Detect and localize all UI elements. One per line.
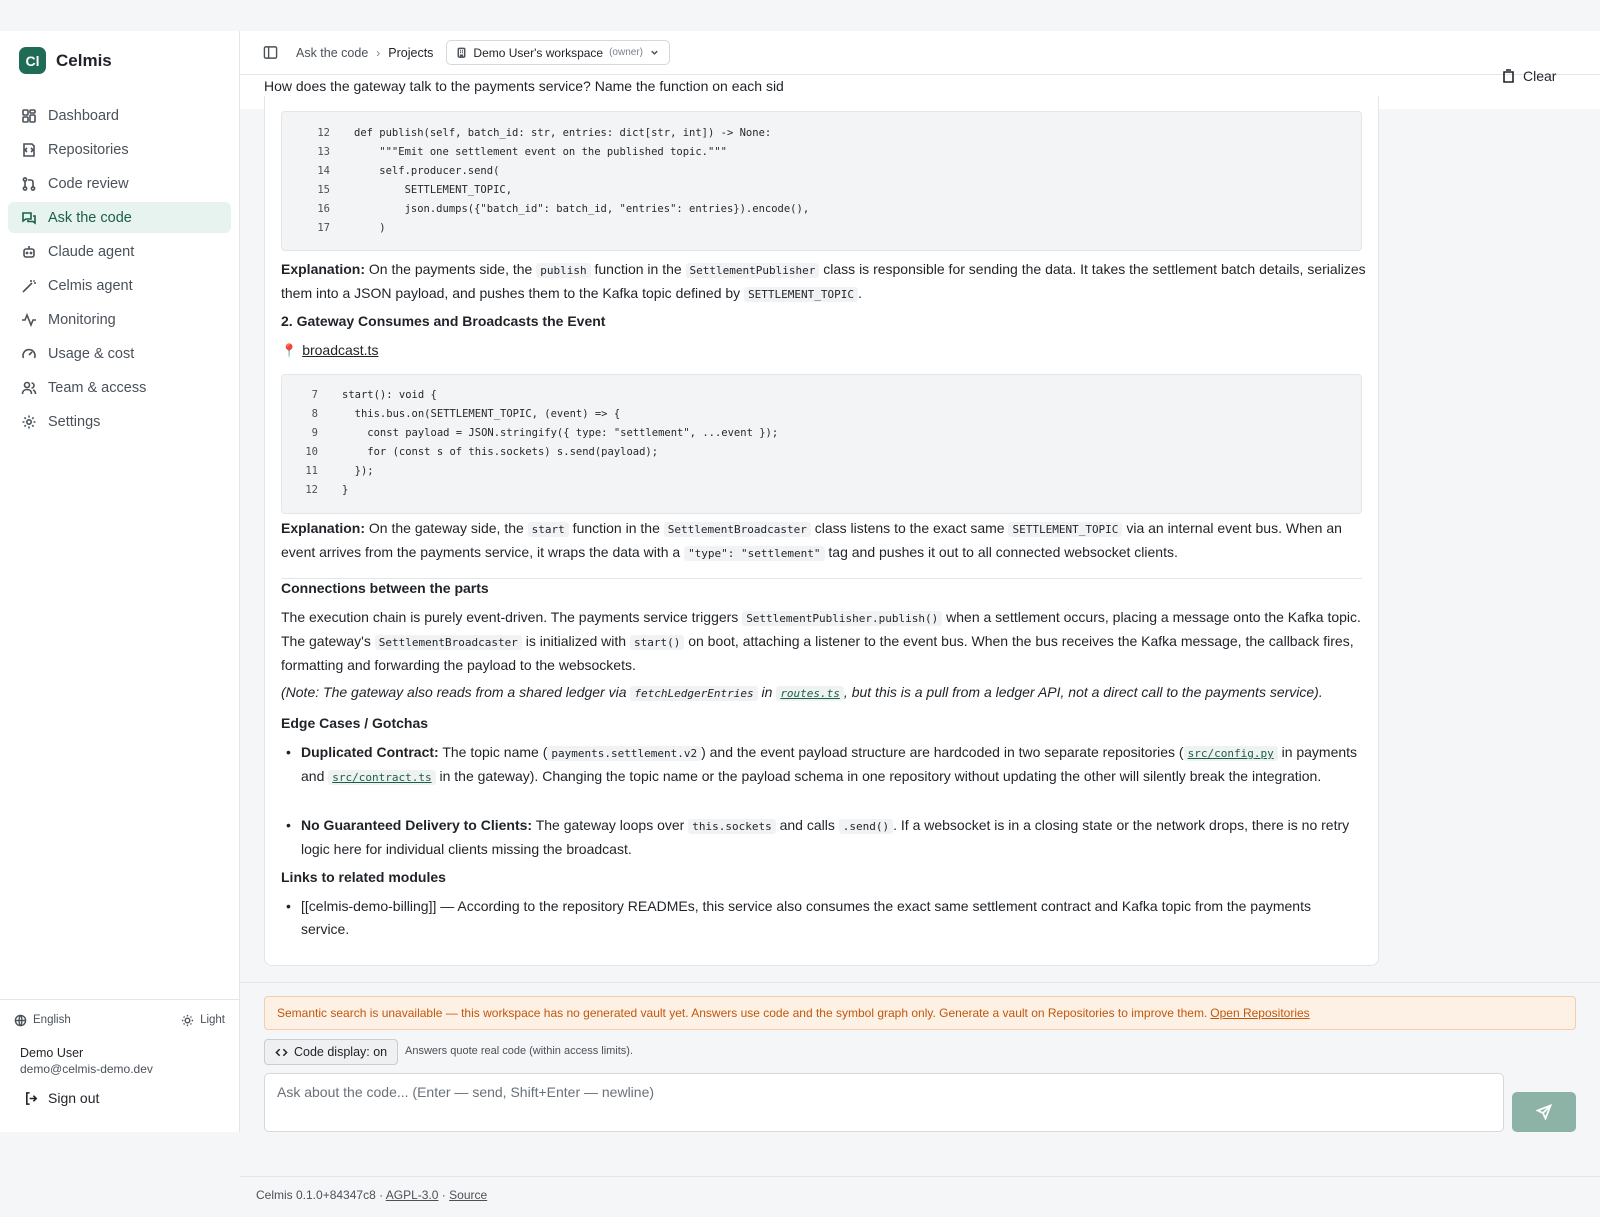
connections-paragraph [281,606,1371,677]
inline-code: start [528,522,569,537]
sidebar-item-monitoring[interactable] [8,304,231,335]
gauge-icon [21,346,37,362]
code-line [282,424,1361,443]
warning-text: Semantic search is unavailable — this workspace has no generated vault yet. Answers use code and the symbol graph only. Generate a vault on Repositories to improve them. [277,1006,1208,1020]
line-number: 11 [305,465,318,477]
file-link-config[interactable]: src/config.py [1184,746,1278,761]
text: is initialized with [521,633,630,649]
list-item [301,814,1361,861]
footer-divider [240,1176,1600,1177]
sidebar-item-label: Code review [48,175,129,192]
sidebar-item-code-review[interactable] [8,168,231,199]
git-pull-request-icon [21,176,37,192]
clear-button[interactable] [1502,68,1556,84]
inline-code: SettlementPublisher.publish() [742,611,942,626]
bullet-label: No Guaranteed Delivery to Clients: [301,817,533,833]
file-link-routes[interactable]: routes.ts [776,686,844,701]
line-number: 7 [311,389,318,401]
text: in [757,684,777,700]
text: On the payments side, the [365,261,537,277]
workspace-role: (owner) [609,47,643,58]
text: The topic name ( [438,744,548,760]
sidebar-item-team-access[interactable] [8,372,231,403]
users-icon [21,380,37,396]
code-line [282,143,1361,162]
section-heading: 2. Gateway Consumes and Broadcasts the Event [281,313,606,329]
explanation-label: Explanation: [281,520,366,536]
clear-label: Clear [1523,68,1557,84]
log-out-icon [24,1091,39,1106]
text: and calls [775,817,839,833]
line-number: 16 [317,203,330,215]
inline-code: SETTLEMENT_TOPIC [744,287,858,302]
footer-separator: · [438,1188,450,1202]
text: in the gateway). Changing the topic name or the payload schema in one repository without updating the other will silently break the integration. [435,768,1322,784]
text: On the gateway side, the [365,520,528,536]
code-line [282,162,1361,181]
inline-code: SettlementBroadcaster [375,635,522,650]
composer-divider [240,982,1600,983]
semantic-search-warning [264,996,1576,1030]
activity-icon [21,312,37,328]
sidebar-item-label: Team & access [48,379,147,396]
sidebar-item-usage-cost[interactable] [8,338,231,369]
inline-code: SETTLEMENT_TOPIC [1008,522,1122,537]
sidebar-item-label: Repositories [48,141,129,158]
gear-icon [21,414,37,430]
trash-icon [1502,69,1515,83]
file-link-broadcast[interactable]: broadcast.ts [302,342,379,358]
code-text: self.producer.send( [354,165,500,177]
repo-icon [21,142,37,158]
line-number: 12 [317,127,330,139]
sidebar-nav [8,100,231,440]
theme-label: Light [200,1014,225,1026]
sign-out-button[interactable] [24,1090,239,1106]
sidebar-item-label: Ask the code [48,209,132,226]
sidebar-item-label: Usage & cost [48,345,135,362]
license-link[interactable]: AGPL-3.0 [385,1188,439,1202]
sidebar-footer [0,999,239,1106]
inline-code: SettlementBroadcaster [664,522,811,537]
top-bar [240,31,1600,75]
workspace-name: Demo User's workspace [473,45,604,60]
app-footer [256,1188,487,1202]
line-number: 14 [317,165,330,177]
sidebar [0,31,240,1132]
text: . [858,285,862,301]
text: , but this is a pull from a ledger API, not a direct call to the payments service). [843,684,1323,700]
question-text: How does the gateway talk to the payments service? Name the function on each sid [264,78,784,94]
theme-toggle[interactable] [181,1014,225,1027]
code-text: }); [342,465,374,477]
brand-logo: Cl [19,47,46,74]
text: . If a websocket is in a closing state or the network drops, there is no retry logic here for individual clients missing the broadcast. [301,817,1350,857]
brand-name: Celmis [56,50,112,70]
code-line [282,219,1361,238]
language-label: English [33,1014,71,1026]
sidebar-item-repositories[interactable] [8,134,231,165]
text: on boot, attaching a listener to the event bus. When the bus receives the Kafka message, the callback fires, formatting and forwarding the payload to the websockets. [281,633,1354,673]
ask-input[interactable] [264,1073,1504,1132]
line-number: 12 [305,484,318,496]
inline-code: .send() [839,819,893,834]
answer-card [264,96,1379,966]
section-heading: Edge Cases / Gotchas [281,715,429,731]
file-link-contract[interactable]: src/contract.ts [328,770,435,785]
code-line [282,181,1361,200]
text: tag and pushes it out to all connected websocket clients. [824,544,1178,560]
sign-out-label: Sign out [48,1090,100,1106]
chevron-down-icon [649,47,660,58]
inline-code: fetchLedgerEntries [630,686,757,701]
user-info [0,1030,239,1076]
explanation-paragraph [281,258,1371,306]
code-line [282,124,1361,143]
code-text: ) [354,222,386,234]
sidebar-item-claude-agent[interactable] [8,236,231,267]
sidebar-item-label: Settings [48,413,101,430]
inline-code: publish [536,263,590,278]
sidebar-item-label: Claude agent [48,243,135,260]
inline-code: start() [630,635,684,650]
text: The execution chain is purely event-driven. The payments service triggers [281,609,743,625]
code-line [282,405,1361,424]
user-name: Demo User [20,1046,84,1060]
text: The gateway loops over [532,817,689,833]
explanation-paragraph [281,517,1371,565]
wand-icon [21,278,37,294]
code-text: """Emit one settlement event on the published topic.""" [354,146,727,158]
building-icon [456,47,467,58]
code-display-label: Code display: on [294,1045,388,1059]
user-email: demo@celmis-demo.dev [20,1062,153,1076]
grid-icon [21,108,37,124]
line-number: 17 [317,222,330,234]
code-text: for (const s of this.sockets) s.send(payload); [342,446,659,458]
breadcrumb-ask-the-code[interactable]: Ask the code [296,45,369,60]
line-number: 13 [317,146,330,158]
code-icon [275,1046,288,1059]
code-block [281,111,1362,251]
text: function in the [590,261,686,277]
version-label: Celmis 0.1.0+84347c8 [256,1188,376,1202]
bot-icon [21,244,37,260]
sidebar-item-celmis-agent[interactable] [8,270,231,301]
sidebar-item-settings[interactable] [8,406,231,437]
line-number: 10 [305,446,318,458]
sidebar-item-ask-the-code[interactable] [8,202,231,233]
text: via an internal event bus. When an event arrives from the payments service, it wraps the data with a [281,520,1342,560]
inline-code: SettlementPublisher [686,263,820,278]
code-block [281,374,1362,514]
section-heading: Links to related modules [281,869,446,885]
code-line [282,443,1361,462]
breadcrumb-separator: › [376,45,381,60]
globe-icon [14,1014,27,1027]
code-display-toggle[interactable] [264,1039,398,1065]
code-text: start(): void { [342,389,437,401]
preferences-row [0,1000,239,1030]
breadcrumb-projects[interactable]: Projects [388,45,434,60]
brand[interactable] [19,47,112,74]
open-repositories-link[interactable]: Open Repositories [1210,1006,1310,1020]
text: ) and the event payload structure are hardcoded in two separate repositories ( [701,744,1184,760]
sidebar-item-label: Dashboard [48,107,119,124]
list-item [301,741,1361,789]
text: when a settlement occurs, placing a message onto the Kafka topic. The gateway's [281,609,1361,649]
code-text: def publish(self, batch_id: str, entries: dict[str, int]) -> None: [354,127,772,139]
send-icon [1536,1104,1552,1120]
line-number: 15 [317,184,330,196]
text: class is responsible for sending the data. It takes the settlement batch details, serializes them into a JSON payload, and pushes them to the Kafka topic defined by [281,261,1366,301]
line-number: 9 [311,427,318,439]
sidebar-item-label: Celmis agent [48,277,133,294]
explanation-label: Explanation: [281,261,366,277]
code-text: SETTLEMENT_TOPIC, [354,184,513,196]
source-link[interactable]: Source [449,1188,488,1202]
file-reference [281,339,378,362]
code-text: json.dumps({"batch_id": batch_id, "entries": entries}).encode(), [354,203,810,215]
sidebar-item-label: Monitoring [48,311,116,328]
language-selector[interactable] [14,1014,71,1027]
text: in payments and [301,744,1358,784]
chat-icon [21,210,37,226]
code-line [282,481,1361,500]
text: class listens to the exact same [810,520,1009,536]
note-paragraph [281,681,1371,705]
workspace-selector[interactable] [446,40,670,65]
code-text: } [342,484,349,496]
code-line [282,462,1361,481]
send-button[interactable] [1512,1092,1576,1132]
sidebar-item-dashboard[interactable] [8,100,231,131]
footer-separator: · [375,1188,386,1202]
code-line [282,386,1361,405]
text: (Note: The gateway also reads from a shared ledger via [281,684,631,700]
line-number: 8 [311,408,318,420]
code-text: const payload = JSON.stringify({ type: "settlement", ...event }); [342,427,779,439]
code-line [282,200,1361,219]
list-item: • [[celmis-demo-billing]] — According to the repository READMEs, this service also consumes the exact same settlement contract and Kafka topic from the payments service. [301,895,1361,941]
inline-code: "type": "settlement" [684,546,824,561]
text: function in the [568,520,664,536]
sun-icon [181,1014,194,1027]
section-heading: Connections between the parts [281,580,489,596]
inline-code: this.sockets [688,819,775,834]
inline-code: payments.settlement.v2 [547,746,701,761]
code-text: this.bus.on(SETTLEMENT_TOPIC, (event) => { [342,408,621,420]
pin-icon: 📍 [281,343,298,358]
bullet-label: Duplicated Contract: [301,744,439,760]
code-display-hint: Answers quote real code (within access limits). [405,1045,634,1057]
sidebar-toggle-icon[interactable] [263,45,278,60]
